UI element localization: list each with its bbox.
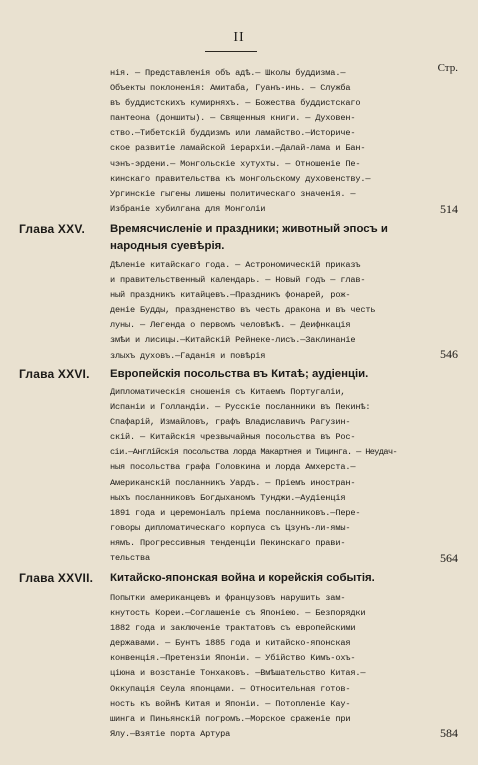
text-line: ское развитіе ламайской іерархіи.—Далай-лама и Бан- (110, 143, 366, 154)
text-line: державами. — Бунтъ 1885 года и китайско-японская (110, 638, 351, 649)
text-line: нія. — Представленія объ адѣ.— Школы буддизма.— (110, 68, 346, 78)
text-line: ность къ войнѣ Китая и Японіи. — Потопленіе Кау- (110, 698, 351, 709)
text-line: говоры дипломатическаго корпуса съ Цзунъ-ли-ямы- (110, 522, 351, 533)
text-line: сіи.—Англійскія посольства лорда Макартнея и Тицинга. — Неудач- (110, 447, 398, 458)
page-column-label: Стр. (437, 62, 458, 74)
chapter-title-line: Европейскія посольства въ Китаѣ; аудіенціи. (110, 368, 369, 380)
intro-text (110, 66, 422, 217)
text-line: злыхъ духовъ.—Гаданія и повѣрія (110, 350, 266, 361)
text-line: нямъ. Прогрессивныя тенденціи Пекинскаго прави- (110, 537, 346, 548)
text-line: деніе Будды, праздненство въ честь дракона и въ честь (110, 305, 376, 316)
text-line: 1891 года и церемоніалъ пріема посланниковъ.—Пере- (110, 507, 361, 518)
chapter-title-line: Китайско-японская война и корейскія событія. (110, 572, 375, 584)
text-line: луны. — Легенда о первомъ человѣкѣ. — Деифнкація (110, 320, 351, 331)
chapter-label: Глава XXVI. (19, 367, 90, 381)
text-line: ныхъ посланниковъ Богдыханомъ Тунджи.—Аудіенція (110, 492, 346, 503)
text-line: Ургинскіе гыгены лишены политическаго значенія. — (110, 188, 356, 199)
text-line: и правительственный календарь. — Новый годъ — глав- (110, 275, 366, 286)
chapter-text (110, 258, 422, 364)
text-line: чэнъ-эрдени.— Монгольскіе хутухты. — Отношеніе Пе- (110, 158, 361, 169)
chapter-title-line: Времясчисленіе и праздники; животный эпосъ и (110, 223, 388, 235)
text-line: 1882 года и заключеніе трактатовъ съ европейскими (110, 623, 356, 634)
text-line: ныя посольства графа Головкина и лорда Амхерста.— (110, 462, 356, 473)
text-line: Попытки американцевъ и французовъ нарушить зам- (110, 593, 346, 603)
text-line: Дипломатическія сношенія съ Китаемъ Португаліи, (110, 387, 346, 397)
text-line: кинскаго правительства къ монгольскому духовенству.— (110, 173, 371, 184)
text-line: скій. — Китайскія чрезвычайныя посольства въ Рос- (110, 432, 356, 443)
text-line: Американскій посланникъ Уардъ. — Пріемъ иностран- (110, 477, 356, 488)
chapter-title (110, 570, 440, 587)
text-line: ный праздникъ китайцевъ.—Праздникъ фонарей, рож- (110, 290, 351, 301)
text-line: конвенція.—Претензіи Японіи. — Убійство Кимъ-охъ- (110, 653, 356, 664)
text-line: ціюна и возстаніе Тонхаковъ. —Вмѣшательство Китая.— (110, 668, 366, 679)
chapter-text (110, 591, 422, 742)
chapter-text (110, 385, 422, 566)
header-rule (205, 51, 257, 52)
page-roman-numeral: II (233, 30, 245, 45)
text-line: ство.—Тибетскій буддизмъ или ламайство.—Историче- (110, 128, 356, 139)
text-line: пантеона (доншиты). — Священныя книги. — Духовен- (110, 113, 356, 124)
text-line: Спафарій, Измайловъ, графъ Владиславичъ Рагузин- (110, 417, 351, 428)
page-number: 564 (440, 551, 458, 565)
page-number: 584 (440, 726, 458, 740)
text-line: шинга и Пиньянскій погромъ.—Морское сраженіе при (110, 713, 351, 724)
text-line: Испаніи и Голландіи. — Русскіе посланники въ Пекинѣ: (110, 402, 371, 413)
chapter-label: Глава XXVII. (19, 571, 94, 585)
chapter-title (110, 366, 440, 383)
text-line: кнутость Кореи.—Соглашеніе съ Японіею. — Безпорядки (110, 608, 366, 619)
text-line: Оккупація Сеула японцами. — Относительная готов- (110, 683, 351, 694)
text-line: въ буддистскихъ кумирняхъ. — Божества буддистскаго (110, 98, 361, 109)
page-number: 514 (440, 202, 458, 216)
text-line: Ялу.—Взятіе порта Артура (110, 728, 231, 739)
chapter-title-line: народныя суевѣрія. (110, 240, 225, 252)
text-line: Избраніе хубилгана для Монголіи (110, 203, 266, 214)
page-number: 546 (440, 347, 458, 361)
text-line: Дѣленіе китайскаго года. — Астрономическій приказъ (110, 260, 361, 270)
text-line: Объекты поклоненія: Амитаба, Гуанъ-инь. — Служба (110, 83, 351, 94)
text-line: тельства (110, 553, 151, 564)
chapter-label: Глава XXV. (19, 222, 85, 236)
chapter-title (110, 221, 440, 255)
text-line: змѣи и лисицы.—Китайскій Рейнеке-лисъ.—Заклинаніе (110, 335, 356, 346)
